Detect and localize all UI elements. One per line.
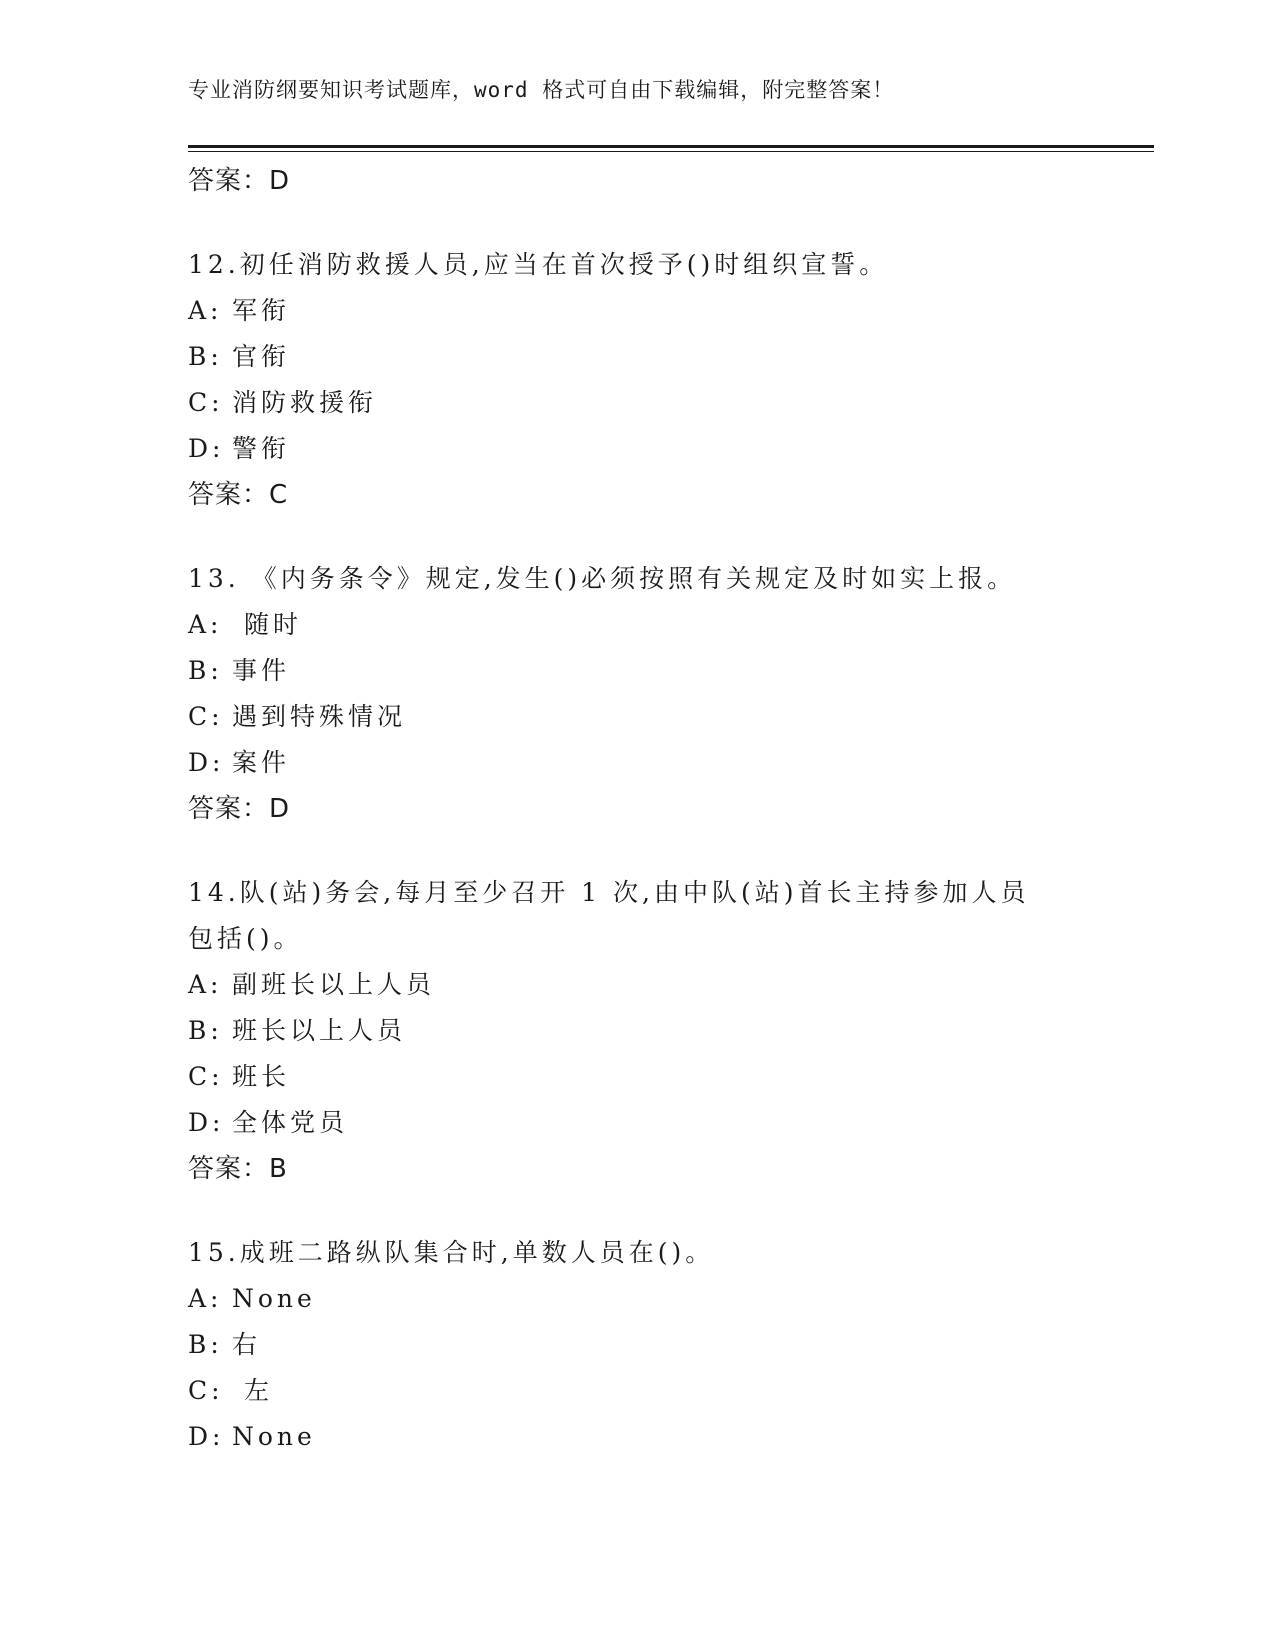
option-d xyxy=(188,1100,1088,1146)
question-stem: 15.成班二路纵队集合时,单数人员在()。 xyxy=(188,1238,715,1267)
option-text: 遇到特殊情况 xyxy=(232,702,407,731)
option-text: 事件 xyxy=(232,656,291,685)
option-key: A: xyxy=(188,970,223,999)
option-d xyxy=(188,740,1088,786)
option-text: 军衔 xyxy=(232,296,291,325)
option-d xyxy=(188,1414,1088,1460)
header-rule-thin xyxy=(188,151,1154,152)
option-key: D: xyxy=(188,748,225,777)
option-b xyxy=(188,334,1088,380)
option-key: B: xyxy=(188,342,223,371)
option-text: 官衔 xyxy=(232,342,291,371)
option-b xyxy=(188,1322,1088,1368)
option-text: 左 xyxy=(232,1376,273,1405)
answer-line: 答案：C xyxy=(188,480,289,510)
option-text: 副班长以上人员 xyxy=(232,970,436,999)
option-key: D: xyxy=(188,1108,225,1137)
question-stem: 13. 《内务条令》规定,发生()必须按照有关规定及时如实上报。 xyxy=(188,564,1017,593)
option-text: 右 xyxy=(232,1330,262,1359)
option-key: B: xyxy=(188,656,223,685)
option-key: D: xyxy=(188,434,225,463)
option-key: C: xyxy=(188,388,224,417)
option-c xyxy=(188,1368,1088,1414)
option-c xyxy=(188,694,1088,740)
option-key: A: xyxy=(188,1284,223,1313)
option-a xyxy=(188,288,1088,334)
option-key: C: xyxy=(188,702,224,731)
option-a xyxy=(188,602,1088,648)
option-key: B: xyxy=(188,1016,223,1045)
question-block xyxy=(188,1230,1088,1460)
question-block xyxy=(188,870,1088,1192)
option-key: D: xyxy=(188,1422,225,1451)
option-c xyxy=(188,380,1088,426)
option-text: None xyxy=(232,1422,316,1451)
option-key: A: xyxy=(188,610,223,639)
option-a xyxy=(188,962,1088,1008)
option-text: 班长 xyxy=(232,1062,291,1091)
option-key: C: xyxy=(188,1062,224,1091)
question-block xyxy=(188,556,1088,832)
option-a xyxy=(188,1276,1088,1322)
option-text: 全体党员 xyxy=(232,1108,349,1137)
option-key: B: xyxy=(188,1330,223,1359)
option-text: 消防救援衔 xyxy=(232,388,378,417)
question-stem: 14.队(站)务会,每月至少召开 1 次,由中队(站)首长主持参加人员包括()。 xyxy=(188,878,1030,953)
option-c xyxy=(188,1054,1088,1100)
page-header: 专业消防纲要知识考试题库，word 格式可自由下载编辑，附完整答案！ xyxy=(188,78,895,102)
option-d xyxy=(188,426,1088,472)
option-text: 警衔 xyxy=(232,434,291,463)
question-block xyxy=(188,242,1088,518)
answer-line: 答案：D xyxy=(188,166,291,196)
question-stem: 12.初任消防救援人员,应当在首次授予()时组织宣誓。 xyxy=(188,250,889,279)
option-b xyxy=(188,648,1088,694)
option-text: None xyxy=(232,1284,316,1313)
header-rule-thick xyxy=(188,145,1154,148)
option-key: A: xyxy=(188,296,223,325)
document-body xyxy=(188,158,1088,1460)
answer-line: 答案：B xyxy=(188,1154,288,1184)
option-text: 班长以上人员 xyxy=(232,1016,407,1045)
answer-line: 答案：D xyxy=(188,794,291,824)
option-text: 案件 xyxy=(232,748,291,777)
option-text: 随时 xyxy=(232,610,302,639)
option-key: C: xyxy=(188,1376,224,1405)
option-b xyxy=(188,1008,1088,1054)
